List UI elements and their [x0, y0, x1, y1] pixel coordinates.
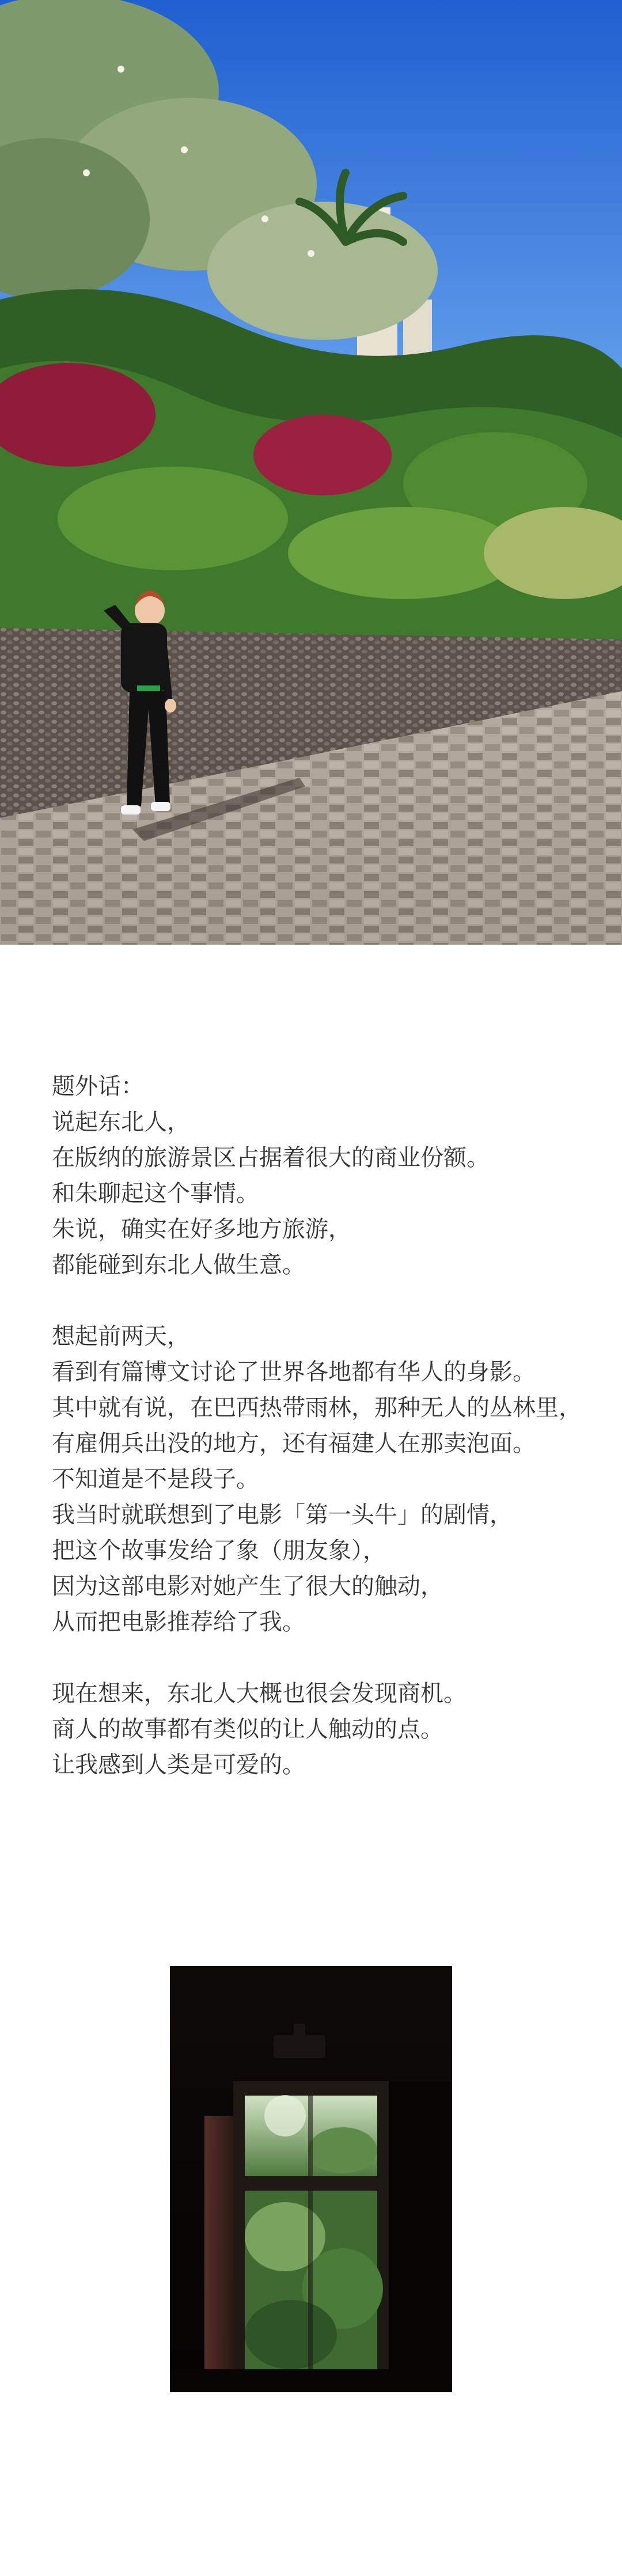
text-line: 朱说，确实在好多地方旅游， — [52, 1216, 351, 1242]
text-line: 从而把电影推荐给了我。 — [52, 1609, 305, 1635]
text-line: 我当时就联想到了电影「第一头牛」的剧情， — [52, 1502, 513, 1528]
text-line: 不知道是不是段子。 — [52, 1466, 259, 1492]
text-line: 在版纳的旅游景区占据着很大的商业份额。 — [52, 1145, 490, 1171]
text-line: 现在想来，东北人大概也很会发现商机。 — [52, 1680, 466, 1707]
text-line: 有雇佣兵出没的地方，还有福建人在那卖泡面。 — [52, 1430, 536, 1457]
bottom-photo-window — [170, 1966, 452, 2392]
text-line: 商人的故事都有类似的让人触动的点。 — [52, 1716, 443, 1742]
paragraph — [52, 1676, 593, 1783]
text-line: 因为这部电影对她产生了很大的触动， — [52, 1573, 443, 1600]
paragraph-spacer — [52, 1283, 593, 1319]
text-line: 把这个故事发给了象（朋友象）， — [52, 1537, 386, 1564]
paragraph-spacer — [52, 1640, 593, 1676]
text-line: 让我感到人类是可爱的。 — [52, 1752, 305, 1778]
text-line: 看到有篇博文讨论了世界各地都有华人的身影。 — [52, 1359, 536, 1385]
top-photo-garden-walk — [0, 0, 622, 945]
text-line: 都能碰到东北人做生意。 — [52, 1252, 305, 1278]
text-line: 其中就有说，在巴西热带雨林，那种无人的丛林里， — [52, 1395, 582, 1421]
paragraph — [52, 1069, 593, 1283]
article-body — [52, 1069, 593, 1783]
text-line: 题外话： — [52, 1073, 144, 1100]
paragraph — [52, 1319, 593, 1640]
text-line: 说起东北人， — [52, 1109, 190, 1135]
text-line: 想起前两天， — [52, 1323, 190, 1350]
text-line: 和朱聊起这个事情。 — [52, 1180, 259, 1207]
